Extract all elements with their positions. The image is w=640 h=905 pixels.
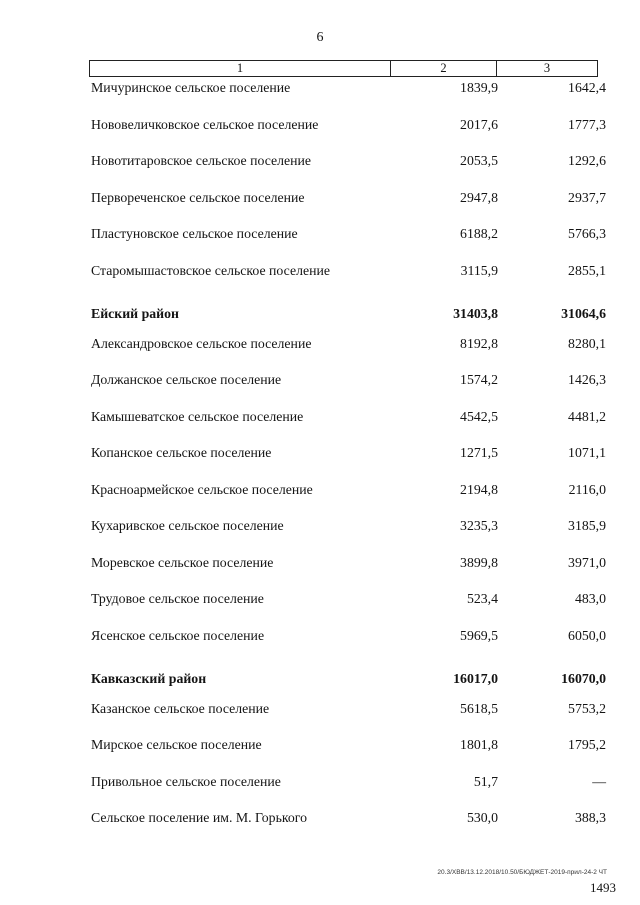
row-value-2: 2017,6 <box>460 116 498 132</box>
row-value-3: 1777,3 <box>568 116 606 132</box>
row-value-2: 8192,8 <box>460 335 498 351</box>
row-value-2: 1574,2 <box>460 372 498 387</box>
table-row <box>0 370 640 407</box>
row-name: Старомышастовское сельское поселение <box>91 262 330 278</box>
row-value-3: 3971,0 <box>568 554 606 570</box>
row-value-2: 3115,9 <box>460 262 498 278</box>
table-row <box>0 735 640 772</box>
table-row <box>0 188 640 225</box>
row-value-3: 5753,2 <box>568 700 606 716</box>
table-row <box>0 808 640 845</box>
row-value-2: 31403,8 <box>453 306 498 321</box>
column-header-1: 1 <box>90 61 391 76</box>
row-value-2: 530,0 <box>466 810 498 825</box>
row-value-3: 2855,1 <box>568 262 606 278</box>
row-value-2: 5618,5 <box>460 700 498 716</box>
row-name: Кавказский район <box>91 671 207 686</box>
row-value-2: 2194,8 <box>460 481 498 497</box>
row-value-3: 2116,0 <box>568 481 606 497</box>
row-name: Трудовое сельское поселение <box>91 591 264 606</box>
table-row <box>0 699 640 736</box>
table-row <box>0 553 640 590</box>
row-value-2: 3899,8 <box>460 554 498 570</box>
row-name: Мирское сельское поселение <box>91 737 262 752</box>
row-value-3: 31064,6 <box>561 306 606 321</box>
table-row <box>0 334 640 371</box>
row-value-3: 1795,2 <box>568 737 606 752</box>
row-value-2: 3235,3 <box>460 518 498 533</box>
row-value-3: 8280,1 <box>568 335 606 351</box>
row-value-3: 1642,4 <box>568 80 606 95</box>
sheet-number: 1493 <box>590 880 616 895</box>
row-value-2: 1839,9 <box>460 80 498 95</box>
row-value-2: 1271,5 <box>460 445 498 460</box>
row-value-2: 6188,2 <box>460 226 498 241</box>
row-value-3: 388,3 <box>574 810 606 825</box>
district-row <box>0 662 640 699</box>
row-name: Нововеличковское сельское поселение <box>91 116 319 132</box>
table-row <box>0 443 640 480</box>
row-value-3: 2937,7 <box>568 189 606 205</box>
row-name: Красноармейское сельское поселение <box>91 481 313 497</box>
row-name: Привольное сельское поселение <box>91 773 281 789</box>
table-row <box>0 261 640 298</box>
row-value-2: 2053,5 <box>460 153 498 168</box>
table-row <box>0 151 640 188</box>
column-header-2: 2 <box>391 61 497 76</box>
table-row <box>0 516 640 553</box>
row-value-3: 1292,6 <box>568 153 606 168</box>
row-name: Кухаривское сельское поселение <box>91 518 284 533</box>
row-name: Новотитаровское сельское поселение <box>91 153 312 168</box>
row-name: Казанское сельское поселение <box>91 700 270 716</box>
row-name: Ясенское сельское поселение <box>91 627 265 643</box>
row-value-3: 483,0 <box>574 591 606 606</box>
district-row <box>0 297 640 334</box>
row-value-2: 2947,8 <box>460 189 498 205</box>
table-row <box>0 224 640 261</box>
row-name: Копанское сельское поселение <box>91 445 272 460</box>
row-name: Пластуновское сельское поселение <box>91 226 298 241</box>
row-value-3: 1426,3 <box>568 372 606 387</box>
row-value-3: 5766,3 <box>568 226 606 241</box>
row-value-3: 4481,2 <box>568 408 606 424</box>
column-header-3: 3 <box>543 61 551 75</box>
table-row <box>0 772 640 809</box>
page-number: 6 <box>316 30 324 45</box>
table-row <box>0 115 640 152</box>
row-name: Ейский район <box>91 306 179 321</box>
row-value-3: 16070,0 <box>561 671 606 686</box>
row-value-2: 4542,5 <box>460 408 498 424</box>
table-body <box>0 78 640 845</box>
row-name: Должанское сельское поселение <box>91 372 282 387</box>
column-header <box>89 60 598 77</box>
row-value-3: 1071,1 <box>568 445 606 460</box>
table-row <box>0 480 640 517</box>
row-value-3: 6050,0 <box>568 627 606 643</box>
row-value-2: 51,7 <box>473 773 498 789</box>
row-value-2: 16017,0 <box>453 671 498 686</box>
row-name: Первореченское сельское поселение <box>91 189 305 205</box>
row-value-2: 1801,8 <box>460 737 498 752</box>
table-row <box>0 407 640 444</box>
row-value-2: 5969,5 <box>460 627 498 643</box>
row-name: Мичуринское сельское поселение <box>91 80 291 95</box>
document-code: 20.3/XBB/13.12.2018/10.50/БЮДЖЕТ-2019-прил-24-2 ЧТ <box>437 869 607 876</box>
row-value-3: — <box>592 773 606 789</box>
table-row <box>0 78 640 115</box>
row-value-2: 523,4 <box>466 591 498 606</box>
row-name: Моревское сельское поселение <box>91 554 274 570</box>
table-row <box>0 589 640 626</box>
row-name: Сельское поселение им. М. Горького <box>91 810 307 825</box>
row-value-3: 3185,9 <box>568 518 606 533</box>
row-name: Камышеватское сельское поселение <box>91 408 304 424</box>
table-row <box>0 626 640 663</box>
row-name: Александровское сельское поселение <box>91 335 312 351</box>
